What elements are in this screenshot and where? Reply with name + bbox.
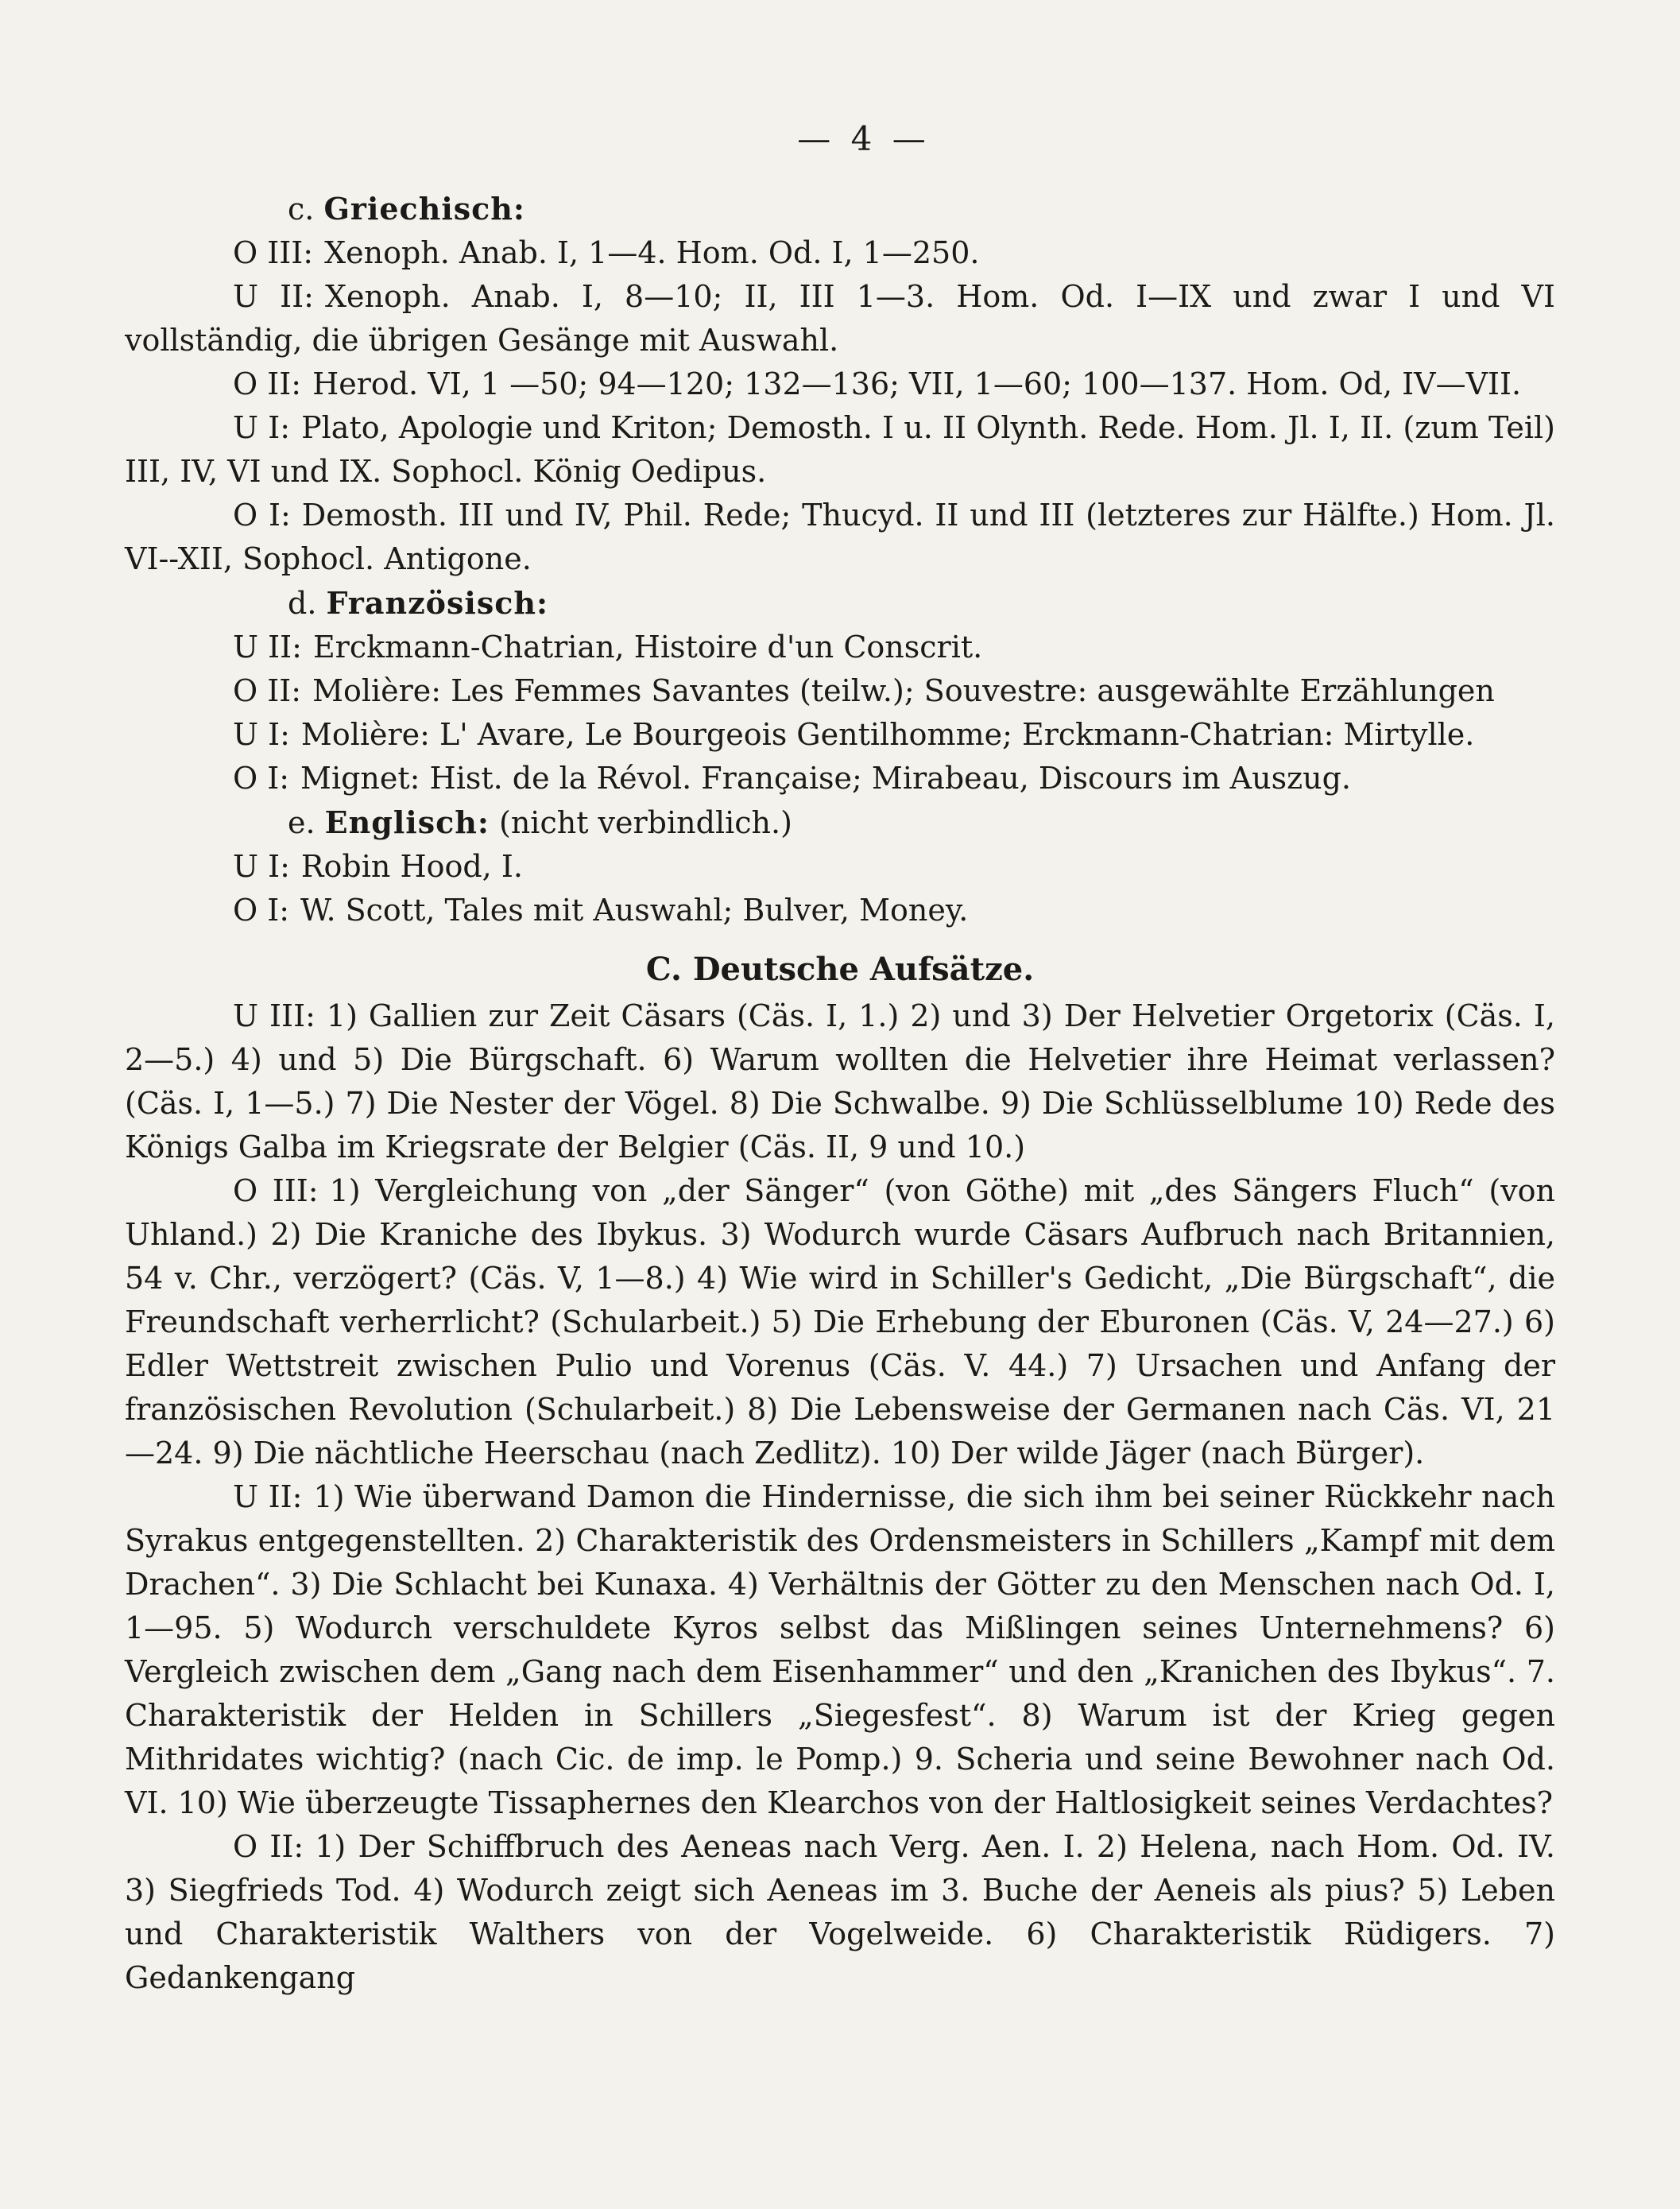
class-label: O III: <box>233 235 314 270</box>
greek-heading-text: Griechisch: <box>323 191 525 227</box>
entry-text: Xenoph. Anab. I, 1—4. Hom. Od. I, 1—250. <box>324 235 980 270</box>
entry-text: Erckmann-Chatrian, Histoire d'un Conscrit. <box>312 630 983 665</box>
essays-heading: C. Deutsche Aufsätze. <box>645 951 1035 988</box>
french-heading <box>288 581 1555 626</box>
french-entry <box>125 626 1555 669</box>
class-label: O II: <box>233 1829 304 1864</box>
entry-text: Robin Hood, I. <box>300 849 523 884</box>
class-label: O I: <box>233 761 290 796</box>
class-label: U II: <box>233 630 302 665</box>
entry-text: Molière: Les Femmes Savantes (teilw.); Souvestre: ausgewählte Erzählungen <box>312 673 1495 708</box>
class-label: O I: <box>233 893 290 928</box>
essay-entry <box>125 1169 1555 1475</box>
entry-text: Xenoph. Anab. I, 8—10; II, III 1—3. Hom. Od. I—IX und zwar I und VI vollständig, die übrigen Gesänge mit Auswahl. <box>125 279 1555 358</box>
greek-entry <box>125 275 1555 362</box>
class-label: U I: <box>233 717 290 752</box>
entry-text: 1) Vergleichung von „der Sänger“ (von Göthe) mit „des Sängers Fluch“ (von Uhland.) 2) Die Kraniche des Ibykus. 3) Wodurch wurde Cäsars Aufbruch nach Britannien, 54 v. Chr., verzögert? (Cäs. V, 1—8.) 4) Wie wird in Schiller's Gedicht, „Die Bürgschaft“, die Freundschaft verherrlicht? (Schularbeit.) 5) Die Erhebung der Eburonen (Cäs. V, 24—27.) 6) Edler Wettstreit zwischen Pulio und Vorenus (Cäs. V. 44.) 7) Ursachen und Anfang der französischen Revolution (Schularbeit.) 8) Die Lebensweise der Germanen nach Cäs. VI, 21—24. 9) Die nächtliche Heerschau (nach Zedlitz). 10) Der wilde Jäger (nach Bürger). <box>125 1173 1555 1471</box>
greek-entry <box>125 362 1555 406</box>
greek-entry <box>125 494 1555 581</box>
entry-text: 1) Gallien zur Zeit Cäsars (Cäs. I, 1.) 2) und 3) Der Helvetier Orgetorix (Cäs. I, 2—5.) 4) und 5) Die Bürgschaft. 6) Warum wollten die Helvetier ihre Heimat verlassen? (Cäs. I, 1—5.) 7) Die Nester der Vögel. 8) Die Schwalbe. 9) Die Schlüsselblume 10) Rede des Königs Galba im Kriegsrate der Belgier (Cäs. II, 9 und 10.) <box>125 998 1555 1165</box>
class-label: O II: <box>233 366 302 401</box>
class-label: U I: <box>233 410 291 445</box>
french-entry <box>125 713 1555 757</box>
class-label: U III: <box>233 998 315 1033</box>
class-label: U II: <box>233 1479 303 1514</box>
class-label: O I: <box>233 498 291 533</box>
greek-heading-letter: c. <box>288 192 315 227</box>
class-label: O III: <box>233 1173 319 1208</box>
class-label: O II: <box>233 673 302 708</box>
entry-text: Demosth. III und IV, Phil. Rede; Thucyd. II und III (letzteres zur Hälfte.) Hom. Jl. VI--XII, Sophocl. Antigone. <box>125 498 1555 576</box>
class-label: U I: <box>233 849 290 884</box>
french-heading-letter: d. <box>288 586 317 621</box>
entry-text: 1) Wie überwand Damon die Hindernisse, die sich ihm bei seiner Rückkehr nach Syrakus entgegenstellten. 2) Charakteristik des Ordensmeisters in Schillers „Kampf mit dem Drachen“. 3) Die Schlacht bei Kunaxa. 4) Verhältnis der Götter zu den Menschen nach Od. I, 1—95. 5) Wodurch verschuldete Kyros selbst das Mißlingen seines Unternehmens? 6) Vergleich zwischen dem „Gang nach dem Eisenhammer“ und den „Kranichen des Ibykus“. 7. Charakteristik der Helden in Schillers „Siegesfest“. 8) Warum ist der Krieg gegen Mithridates wichtig? (nach Cic. de imp. le Pomp.) 9. Scheria und seine Bewohner nach Od. VI. 10) Wie überzeugte Tissaphernes den Klearchos von der Haltlosigkeit seines Verdachtes? <box>125 1479 1555 1820</box>
english-heading-text: Englisch: <box>324 804 490 840</box>
english-heading-letter: e. <box>288 805 315 840</box>
greek-entry <box>125 231 1555 275</box>
english-entry <box>125 889 1555 932</box>
french-entry <box>125 669 1555 713</box>
entry-text: Plato, Apologie und Kriton; Demosth. I u. II Olynth. Rede. Hom. Jl. I, II. (zum Teil) III, IV, VI und IX. Sophocl. König Oedipus. <box>125 410 1555 489</box>
english-entry <box>125 845 1555 889</box>
essay-entry <box>125 1475 1555 1825</box>
entry-text: Molière: L' Avare, Le Bourgeois Gentilhomme; Erckmann-Chatrian: Mirtylle. <box>300 717 1475 752</box>
class-label: U II: <box>233 279 314 314</box>
french-entry <box>125 757 1555 800</box>
essay-entry <box>125 994 1555 1169</box>
greek-heading <box>288 187 1555 231</box>
page-number: — 4 — <box>797 119 931 158</box>
entry-text: Herod. VI, 1 —50; 94—120; 132—136; VII, 1—60; 100—137. Hom. Od, IV—VII. <box>312 366 1522 401</box>
entry-text: 1) Der Schiffbruch des Aeneas nach Verg. Aen. I. 2) Helena, nach Hom. Od. IV. 3) Siegfrieds Tod. 4) Wodurch zeigt sich Aeneas im 3. Buche der Aeneis als pius? 5) Leben und Charakteristik Walthers von der Vogelweide. 6) Charakteristik Rüdigers. 7) Gedankengang <box>125 1829 1555 1995</box>
entry-text: Mignet: Hist. de la Révol. Française; Mirabeau, Discours im Auszug. <box>300 761 1351 796</box>
entry-text: W. Scott, Tales mit Auswahl; Bulver, Money. <box>300 893 969 928</box>
english-heading-note: (nicht verbindlich.) <box>499 805 792 840</box>
greek-entry <box>125 406 1555 494</box>
essay-entry <box>125 1825 1555 2000</box>
english-heading <box>288 800 1555 845</box>
french-heading-text: Französisch: <box>326 585 549 621</box>
